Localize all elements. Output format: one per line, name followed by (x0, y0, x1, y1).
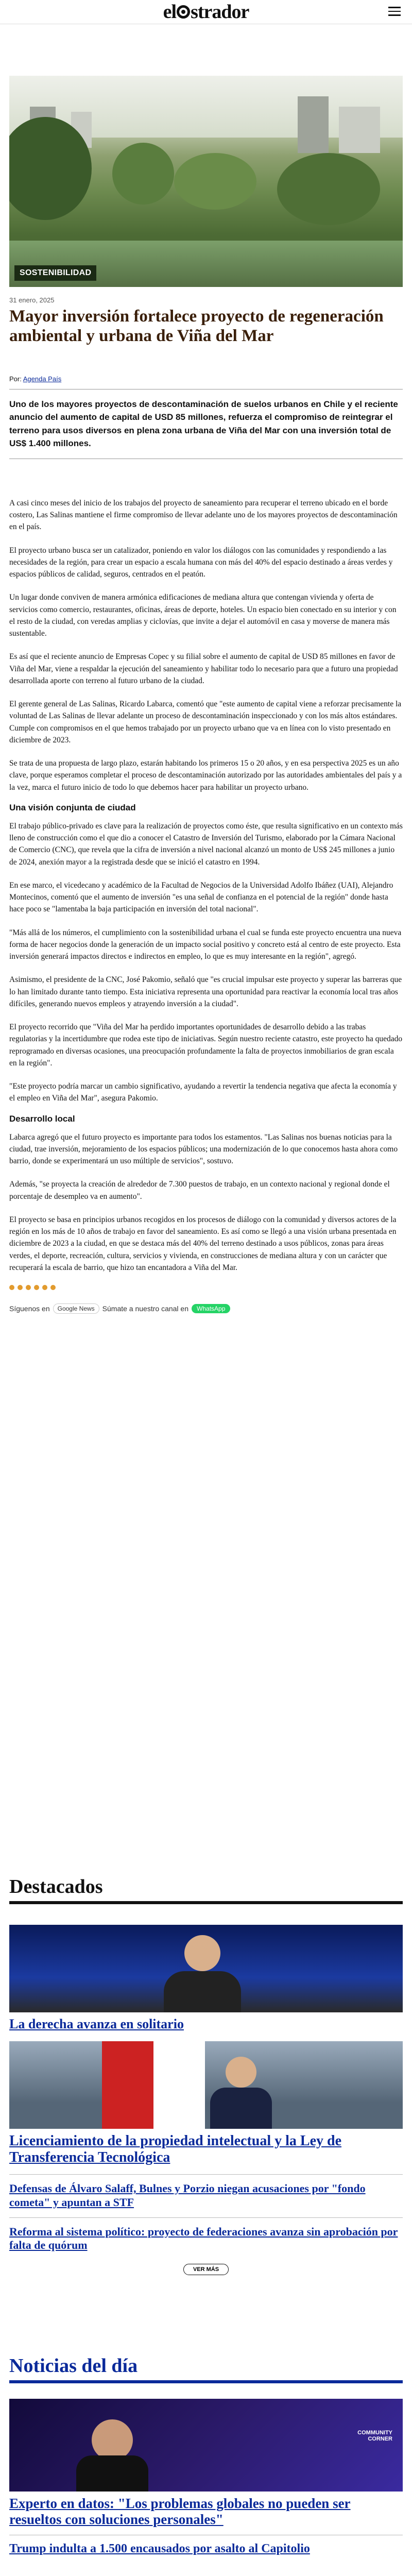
paragraph: "Más allá de los números, el cumplimiento con la sostenibilidad urbana el cual se funda este proyecto encuentra una nueva forma de hacer negocios donde la generación de un impacto social positivo y concreto está al centro de este proyecto. Esta inversión generará impactos directos e indirectos en empleo, lo que es muy interesante en la región", agregó. (9, 928, 402, 961)
author-link[interactable]: Agenda País (23, 375, 62, 383)
section-title: Noticias del día (9, 2354, 403, 2383)
headline-link[interactable]: Defensas de Álvaro Salaff, Bulnes y Porzio niegan acusaciones por "fondo cometa" y apuntan a STF (9, 2182, 366, 2209)
whatsapp-label: Súmate a nuestro canal en (102, 1304, 189, 1313)
article-body (9, 497, 403, 1274)
paragraph: El trabajo público-privado es clave para la realización de proyectos como éste, que resulta significativo en un contexto más lleno de construcción como el que dio a conocer el Catastro de Inversión del Turismo, elaborado por la Cámara Nacional de Comercio (CNC), que revela que la cifra de inversión a nivel nacional alcanzó un monto de US$ 245 millones a junio de 2024, anexión mayor a la registrada desde que se inició el catastro en 1994. (9, 821, 403, 867)
logo-o-icon (177, 5, 190, 19)
card-image[interactable] (9, 2041, 403, 2129)
person-body (76, 2455, 148, 2492)
paragraph: El gerente general de Las Salinas, Ricardo Labarca, comentó que "este aumento de capital viene a reforzar precisamente la voluntad de Las Salinas de llevar adelante un proceso de descontaminación inspeccionado y con los más altos estándares. Cumple con compromisos en el que hemos trabajado por un proyecto urbano que va en línea con lo visto presentado en diciembre de 2023. (9, 700, 402, 744)
paragraph: A casi cinco meses del inicio de los trabajos del proyecto de saneamiento para recuperar el terreno ubicado en el borde costero, Las Salinas mantiene el firme compromiso de llevar adelante uno de los mayores proyectos de descontaminación en el país. (9, 498, 398, 532)
share-dots[interactable] (9, 1285, 403, 1290)
person-head (226, 2057, 256, 2088)
paragraph: El proyecto recorrido que "Viña del Mar ha perdido importantes oportunidades de desarrollo debido a las trabas regulatorias y la incertidumbre que rodea este tipo de iniciativas. Según nuestro reciente catastro, este proyecto ha quedado reprogramado en diversas ocasiones, una preocupación profundamente la falta de proyectos inmobiliarios de gran escala en la región". (9, 1023, 403, 1067)
paragraph: Labarca agregó que el futuro proyecto es importante para todos los estamentos. "Las Salinas nos buenas noticias para la ciudad, trae inversión, mejoramiento de los espacios públicos; una modernización de lo que conocemos hasta ahora como barrio, donde se experimentará un uso múltiple de servicios", sostuvo. (9, 1132, 398, 1166)
card-image[interactable] (9, 2399, 403, 2492)
article-date: 31 enero, 2025 (9, 296, 55, 304)
hamburger-menu-icon[interactable] (388, 7, 401, 17)
share-dot-icon[interactable] (42, 1285, 47, 1290)
site-header (0, 0, 412, 24)
paragraph: "Este proyecto podría marcar un cambio significativo, ayudando a revertir la tendencia negativa que afecta la economía y el empleo en Viña del Mar", asegura Pakomio. (9, 1082, 397, 1103)
paragraph: Un lugar donde conviven de manera armónica edificaciones de mediana altura que contengan vivienda y oferta de servicios como comercio, restaurantes, oficinas, áreas de deporte, hoteles. Un espacio bien conectado en su interior y con el resto de la ciudad, con veredas amplias y ciclovías, que invite a dejar el automóvil en casa y moverse de manera más sustentable. (9, 593, 397, 638)
person-body (164, 1971, 241, 2012)
subheading: Una visión conjunta de ciudad (9, 802, 136, 812)
hero-building (339, 107, 380, 153)
person-head (184, 1935, 220, 1971)
headline-link[interactable]: Reforma al sistema político: proyecto de federaciones avanza sin aprobación por falta de quórum (9, 2225, 398, 2252)
headline-link[interactable]: Licenciamiento de la propiedad intelectual y la Ley de Transferencia Tecnológica (9, 2132, 342, 2166)
author-prefix: Por: (9, 375, 22, 383)
destacados-section (0, 1875, 412, 2275)
divider (9, 2174, 403, 2175)
category-tag[interactable]: SOSTENIBILIDAD (14, 265, 96, 281)
logo-text-left: el (163, 1, 177, 23)
subheading: Desarrollo local (9, 1113, 75, 1124)
hero-tree (277, 153, 380, 225)
flag (102, 2041, 205, 2129)
article-title: Mayor inversión fortalece proyecto de regeneración ambiental y urbana de Viña del Mar (9, 307, 384, 345)
logo-text-right: strador (191, 1, 249, 23)
hero-building (298, 96, 329, 153)
google-news-link[interactable]: Google News (53, 1303, 99, 1314)
paragraph: Se trata de una propuesta de largo plazo, estarán habitando los primeros 15 o 20 años, y en esa perspectiva 2025 es un año clave, porque esperamos completar el proceso de descontaminación autorizado por las autoridades ambientales del país y a la vez, marca el futuro inicio de todo lo que debemos hacer para habilitar un proyecto urbano. (9, 759, 402, 792)
share-dot-icon[interactable] (34, 1285, 39, 1290)
paragraph: Es así que el reciente anuncio de Empresas Copec y su filial sobre el aumento de capital de USD 85 millones en favor de Viña del Mar, viene a respaldar la ejecución del saneamiento y habilitar todo lo necesario para que a futuro una propiedad desarrollada aporte con terreno al futuro urbano de la ciudad. (9, 652, 398, 685)
noticias-section (0, 2354, 412, 2556)
headline-link[interactable]: Experto en datos: "Los problemas globales no pueden ser resueltos con soluciones personales" (9, 2496, 351, 2528)
paragraph: El proyecto se basa en principios urbanos recogidos en los procesos de diálogo con la comunidad y diversos actores de la región en los más de 10 años de trabajo en favor del saneamiento. Es así como se llegó a una visión urbana presentada en diciembre de 2023 a la ciudad, en que se destaca más del 40% del terreno destinado a usos públicos, zonas para áreas verdes, el deporte, recreación, cultura, servicios y vivienda, en construcciones de mediana altura y con un carácter que recuperará la escala de barrio, que hizo tan encantadora a Viña del Mar. (9, 1215, 397, 1272)
section-title: Destacados (9, 1875, 403, 1904)
share-dot-icon[interactable] (50, 1285, 56, 1290)
site-logo[interactable] (163, 2, 249, 22)
person-head (92, 2419, 133, 2461)
person-body (210, 2088, 272, 2129)
hero-tree (174, 153, 256, 210)
hero-image (9, 76, 403, 287)
article-author (9, 375, 412, 383)
follow-label: Síguenos en (9, 1304, 50, 1313)
headline-link[interactable]: La derecha avanza en solitario (9, 2016, 184, 2031)
card-image[interactable] (9, 1925, 403, 2012)
follow-bar (9, 1303, 403, 1314)
share-dot-icon[interactable] (9, 1285, 14, 1290)
share-dot-icon[interactable] (26, 1285, 31, 1290)
paragraph: El proyecto urbano busca ser un catalizador, poniendo en valor los diálogos con las comunidades y respondiendo a las necesidades de la región, para crear un espacio a escala humana con más del 40% del espacio destinado a áreas verdes y espacios públicos de calidad, seguros, centrados en el peatón. (9, 546, 393, 579)
article-lead: Uno de los mayores proyectos de descontaminación de suelos urbanos en Chile y el reciente anuncio del aumento de capital de USD 85 millones, refuerza el compromiso de reintegrar el terreno para usos diversos en plena zona urbana de Viña del Mar con una inversión total de US$ 1.400 millones. (9, 389, 403, 459)
paragraph: Además, "se proyecta la creación de alrededor de 7.300 puestos de trabajo, en un contexto nacional y regional donde el porcentaje de desempleo va en aumento". (9, 1180, 390, 1201)
whatsapp-link[interactable]: WhatsApp (192, 1304, 230, 1313)
more-wrap (0, 2264, 412, 2275)
divider (9, 2217, 403, 2218)
image-caption: COMMUNITY CORNER (357, 2430, 392, 2442)
hero-tree (112, 143, 174, 205)
paragraph: En ese marco, el vicedecano y académico de la Facultad de Negocios de la Universidad Adolfo Ibáñez (UAI), Alejandro Montecinos, comentó que el aumento de inversión "es una señal de confianza en el potencial de la región" donde hasta hace poco se "lamentaba la baja participación en inversión del total nacional". (9, 880, 393, 914)
paragraph: Asimismo, el presidente de la CNC, José Pakomio, señaló que "es crucial impulsar este proyecto y superar las barreras que lo han limitado durante tanto tiempo. Esta iniciativa representa una oportunidad para reactivar la economía local tras años difíciles, generando nuevos empleos y atrayendo inversión a la ciudad". (9, 975, 402, 1008)
share-dot-icon[interactable] (18, 1285, 23, 1290)
headline-link[interactable]: Trump indulta a 1.500 encausados por asalto al Capitolio (9, 2542, 310, 2556)
ver-mas-button[interactable]: VER MÁS (183, 2264, 229, 2275)
